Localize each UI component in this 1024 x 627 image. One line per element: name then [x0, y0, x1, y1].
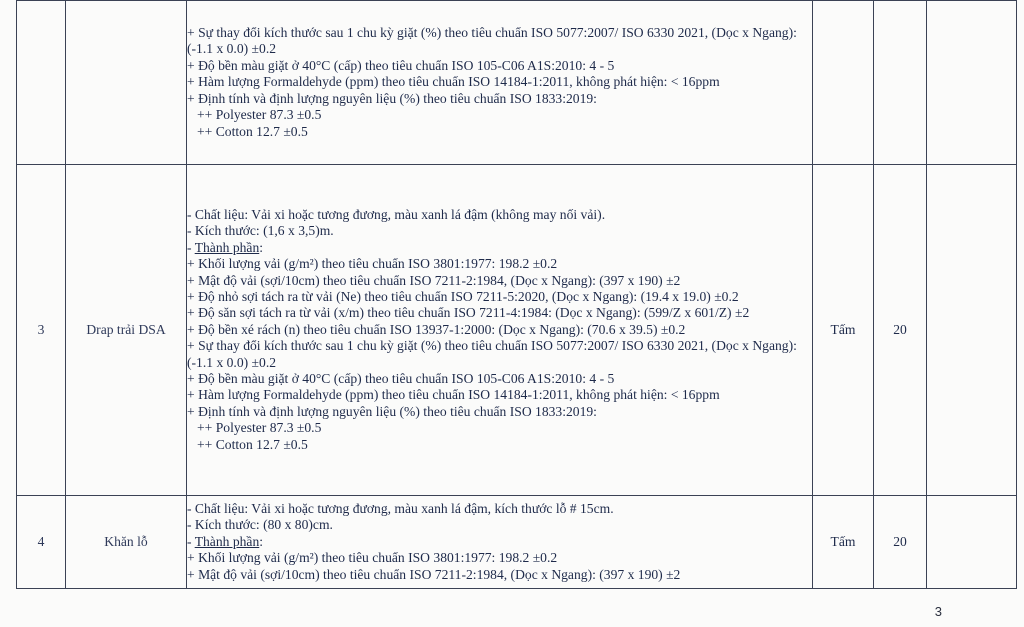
description-cell	[187, 1, 813, 165]
description-cell	[187, 496, 813, 589]
spec-line: + Khối lượng vải (g/m²) theo tiêu chuẩn ISO 3801:1977: 198.2 ±0.2	[187, 550, 558, 566]
spec-line: + Hàm lượng Formaldehyde (ppm) theo tiêu chuẩn ISO 14184-1:2011, không phát hiện: < 16ppm	[187, 387, 720, 403]
extra-cell	[927, 1, 1017, 165]
spec-line: + Sự thay đổi kích thước sau 1 chu kỳ giặt (%) theo tiêu chuẩn ISO 5077:2007/ ISO 6330 2021, (Dọc x Ngang): (-1.1 x 0.0) ±0.2	[187, 25, 797, 57]
spec-line: - Chất liệu: Vải xi hoặc tương đương, màu xanh lá đậm, kích thước lỗ # 15cm.	[187, 500, 614, 516]
table-row	[17, 496, 1017, 589]
spec-line: + Mật độ vải (sợi/10cm) theo tiêu chuẩn ISO 7211-2:1984, (Dọc x Ngang): (397 x 190) ±2	[187, 272, 681, 288]
table-row	[17, 165, 1017, 496]
row-index-cell	[17, 1, 66, 165]
spec-subline: ++ Polyester 87.3 ±0.5	[197, 420, 322, 436]
quantity-cell: 20	[874, 165, 927, 496]
spec-line: - Kích thước: (1,6 x 3,5)m.	[187, 223, 334, 239]
spec-subline: ++ Polyester 87.3 ±0.5	[197, 107, 322, 123]
quantity-cell	[874, 1, 927, 165]
item-name-cell: Khăn lỗ	[66, 496, 187, 589]
spec-line: + Độ bền màu giặt ở 40°C (cấp) theo tiêu chuẩn ISO 105-C06 A1S:2010: 4 - 5	[187, 371, 615, 387]
section-heading: - Thành phần:	[187, 239, 264, 255]
unit-cell	[813, 1, 874, 165]
spec-line: - Chất liệu: Vải xi hoặc tương đương, màu xanh lá đậm (không may nối vải).	[187, 206, 606, 222]
spec-line: + Độ săn sợi tách ra từ vải (x/m) theo tiêu chuẩn ISO 7211-4:1984: (Dọc x Ngang): (599/Z x 601/Z) ±2	[187, 305, 750, 321]
row-index-cell: 4	[17, 496, 66, 589]
item-name-cell	[66, 1, 187, 165]
unit-cell: Tấm	[813, 496, 874, 589]
section-heading: - Thành phần:	[187, 533, 264, 549]
spec-line: + Độ nhỏ sợi tách ra từ vải (Ne) theo tiêu chuẩn ISO 7211-5:2020, (Dọc x Ngang): (19.4 x 19.0) ±0.2	[187, 288, 739, 304]
spec-line: + Định tính và định lượng nguyên liệu (%) theo tiêu chuẩn ISO 1833:2019:	[187, 403, 597, 419]
spec-line: + Độ bền màu giặt ở 40°C (cấp) theo tiêu chuẩn ISO 105-C06 A1S:2010: 4 - 5	[187, 57, 615, 73]
quantity-cell: 20	[874, 496, 927, 589]
spec-line: - Kích thước: (80 x 80)cm.	[187, 517, 333, 533]
unit-cell: Tấm	[813, 165, 874, 496]
description-cell	[187, 165, 813, 496]
table-row	[17, 1, 1017, 165]
page-number: 3	[934, 604, 942, 619]
spec-line: + Định tính và định lượng nguyên liệu (%) theo tiêu chuẩn ISO 1833:2019:	[187, 90, 597, 106]
spec-line: + Sự thay đổi kích thước sau 1 chu kỳ giặt (%) theo tiêu chuẩn ISO 5077:2007/ ISO 6330 2021, (Dọc x Ngang): (-1.1 x 0.0) ±0.2	[187, 338, 797, 370]
extra-cell	[927, 165, 1017, 496]
spec-subline: ++ Cotton 12.7 ±0.5	[197, 436, 308, 452]
specification-table	[16, 0, 1017, 589]
spec-subline: ++ Cotton 12.7 ±0.5	[197, 123, 308, 139]
spec-line: + Hàm lượng Formaldehyde (ppm) theo tiêu chuẩn ISO 14184-1:2011, không phát hiện: < 16ppm	[187, 74, 720, 90]
extra-cell	[927, 496, 1017, 589]
spec-line: + Mật độ vải (sợi/10cm) theo tiêu chuẩn ISO 7211-2:1984, (Dọc x Ngang): (397 x 190) ±2	[187, 566, 681, 582]
spec-line: + Độ bền xé rách (n) theo tiêu chuẩn ISO 13937-1:2000: (Dọc x Ngang): (70.6 x 39.5) ±0.2	[187, 321, 686, 337]
row-index-cell: 3	[17, 165, 66, 496]
spec-line: + Khối lượng vải (g/m²) theo tiêu chuẩn ISO 3801:1977: 198.2 ±0.2	[187, 256, 558, 272]
item-name-cell: Drap trải DSA	[66, 165, 187, 496]
